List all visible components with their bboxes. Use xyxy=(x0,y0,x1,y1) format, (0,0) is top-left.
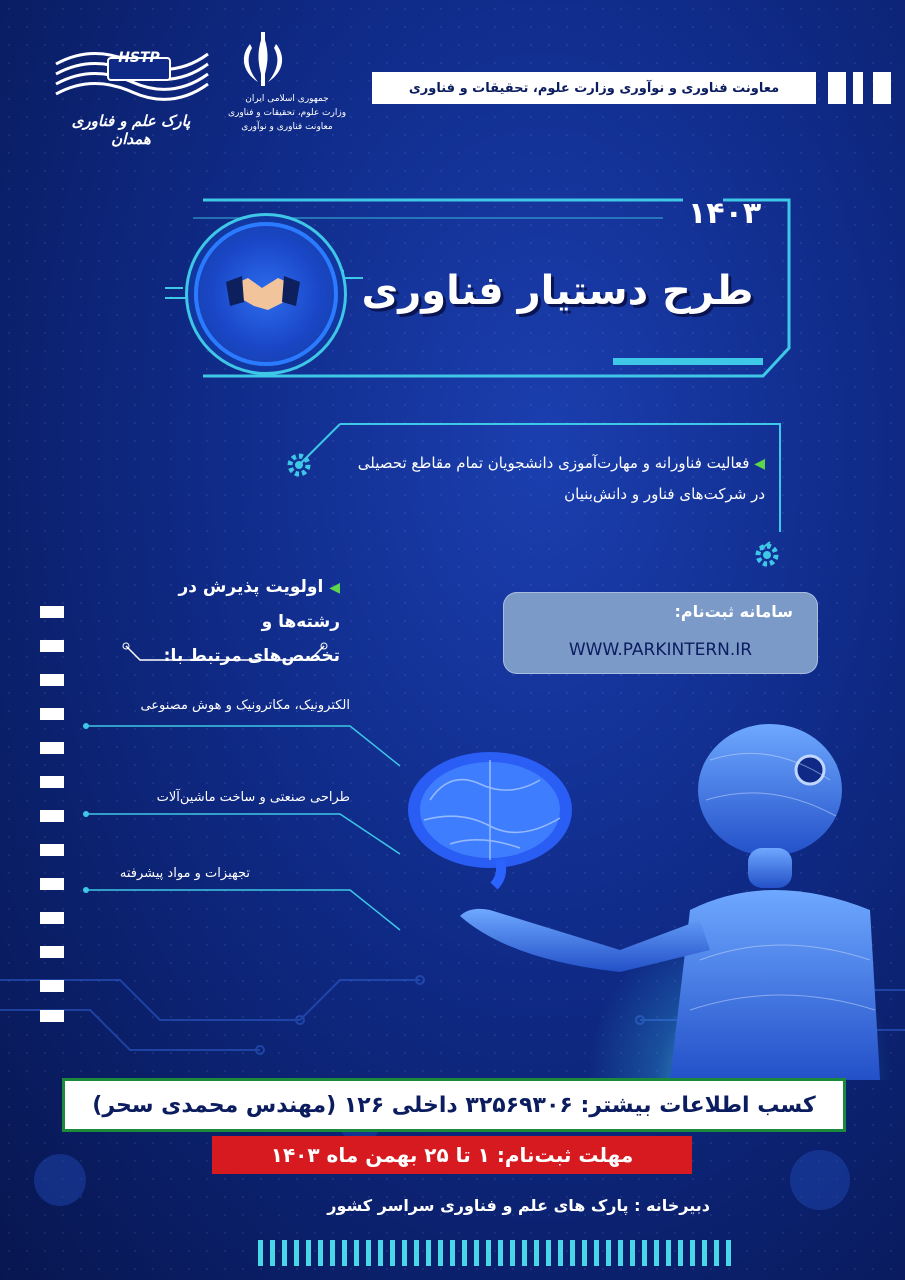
description-line-1: فعالیت فناورانه و مهارت‌آموزی دانشجویان تمام مقاطع تحصیلی xyxy=(357,454,750,472)
priority-field-item: الکترونیک، مکاترونیک و هوش مصنوعی xyxy=(140,698,350,713)
priority-field-item: طراحی صنعتی و ساخت ماشین‌آلات xyxy=(156,790,350,805)
side-dash xyxy=(40,674,64,686)
description-line-2: در شرکت‌های فناور و دانش‌بنیان xyxy=(564,485,765,503)
field-lines xyxy=(80,720,420,940)
priority-underline xyxy=(120,640,330,664)
bar-square xyxy=(873,72,891,104)
priority-field-item: تجهیزات و مواد پیشرفته xyxy=(119,866,250,881)
description-line xyxy=(300,448,765,479)
page-title: طرح دستیار فناوری xyxy=(361,268,754,314)
side-dash xyxy=(40,980,64,992)
park-logo-caption: پارک علم و فناوری همدان xyxy=(71,112,191,148)
side-dash xyxy=(40,844,64,856)
iran-emblem xyxy=(238,30,288,88)
side-dash xyxy=(40,640,64,652)
side-dash xyxy=(40,742,64,754)
park-logo xyxy=(52,34,210,124)
priority-title-line xyxy=(112,570,340,639)
description-text xyxy=(300,448,765,509)
priority-title-line-1: اولویت پذیرش در رشته‌ها و xyxy=(178,577,340,632)
registration-label: سامانه ثبت‌نام: xyxy=(674,602,793,621)
gov-line: معاونت فناوری و نوآوری xyxy=(241,122,333,132)
gov-line: جمهوری اسلامی ایران xyxy=(245,94,329,104)
decorative-stripes xyxy=(258,1240,738,1266)
registration-url-link[interactable]: WWW.PARKINTERN.IR xyxy=(568,640,753,660)
contact-info-banner: کسب اطلاعات بیشتر: ۳۲۵۶۹۳۰۶ داخلی ۱۲۶ (مهندس محمدی سحر) xyxy=(62,1078,846,1132)
gear-icon xyxy=(752,540,782,570)
side-dash xyxy=(40,708,64,720)
side-dash xyxy=(40,878,64,890)
bullet-arrow-icon: ◀ xyxy=(329,580,340,596)
handshake-icon xyxy=(226,266,300,316)
side-dash xyxy=(40,1010,64,1022)
gov-logo-text xyxy=(222,92,352,134)
year-label: ۱۴۰۳ xyxy=(688,196,762,231)
priority-title-line-2: تخصص‌های مرتبط با: xyxy=(163,646,340,666)
bar-square xyxy=(853,72,863,104)
side-dash xyxy=(40,946,64,958)
bullet-arrow-icon: ◀ xyxy=(754,456,765,472)
side-dash xyxy=(40,912,64,924)
gov-line: وزارت علوم، تحقیقات و فناوری xyxy=(227,108,347,118)
side-dash xyxy=(40,776,64,788)
deadline-banner: مهلت ثبت‌نام: ۱ تا ۲۵ بهمن ماه ۱۴۰۳ xyxy=(212,1136,692,1174)
robot-illustration xyxy=(450,720,890,1080)
ministry-bar: معاونت فناوری و نوآوری وزارت علوم، تحقیقات و فناوری xyxy=(372,72,816,104)
secretariat-text: دبیرخانه : پارک های علم و فناوری سراسر کشور xyxy=(327,1196,710,1215)
park-logo-abbrev: HSTP xyxy=(118,50,160,66)
side-dash xyxy=(40,810,64,822)
side-dash xyxy=(40,606,64,618)
bar-square xyxy=(828,72,846,104)
